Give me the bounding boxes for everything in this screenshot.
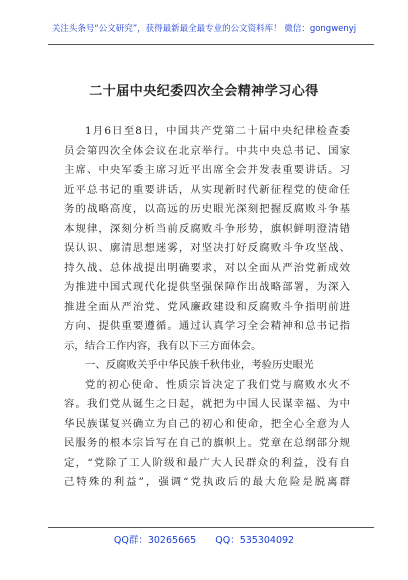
paragraph-line: 民服务的根本宗旨写在自己的旗帜上。党章在总纲部分规 xyxy=(64,437,350,449)
paragraph-line: 1月6日至8日，中国共产党第二十届中央纪律检查委 xyxy=(85,125,350,137)
paragraph-line: 己特殊的利益”，强调“党执政后的最大危险是脱离群 xyxy=(64,476,350,488)
paragraph-line: 容。我们党从诞生之日起，就把为中国人民谋幸福、为中 xyxy=(64,398,350,410)
paragraph-line: 方向、提供重要遵循。通过认真学习全会精神和总书记指 xyxy=(64,320,350,332)
paragraph-line: 本规律，深刻分析当前反腐败斗争形势，旗帜鲜明澄清错 xyxy=(64,222,350,235)
paragraph-line: 务的战略高度，以高远的历史眼光深刻把握反腐败斗争基 xyxy=(64,203,350,215)
paragraph-line: 示，结合工作内容，我有以下三方面体会。 xyxy=(64,339,262,352)
paragraph-line: 员会第四次全体会议在北京举行。中共中央总书记、国家 xyxy=(64,144,350,157)
footer-qq-number: QQ：535304092 xyxy=(215,535,295,546)
paragraph-line: 为推进中国式现代化提供坚强保障作出战略部署，为深入 xyxy=(64,281,350,293)
paragraph-line: 主席、中央军委主席习近平出席全会并发表重要讲话。习 xyxy=(64,164,350,176)
paragraph-line: 误认识、廓清思想迷雾，对坚决打好反腐败斗争攻坚战、 xyxy=(64,242,350,254)
paragraph-line: 推进全面从严治党、党风廉政建设和反腐败斗争指明前进 xyxy=(64,300,350,313)
footer-qq-group: QQ群：30265665 xyxy=(113,535,197,546)
header-divider xyxy=(48,44,374,45)
section-heading: 一、反腐败关乎中华民族千秋伟业，考验历史眼光 xyxy=(85,359,314,371)
footer-divider xyxy=(48,527,374,528)
header-promo-note: 关注头条号“公文研究”，获得最新最全最专业的公文资料库！ 微信：gongwenyj xyxy=(51,24,357,34)
document-title: 二十届中央纪委四次全会精神学习心得 xyxy=(89,84,319,99)
paragraph-line: 华民族谋复兴确立为自己的初心和使命，把全心全意为人 xyxy=(64,417,350,430)
paragraph-line: 近平总书记的重要讲话，从实现新时代新征程党的使命任 xyxy=(64,183,350,196)
paragraph-line: 定，“党除了工人阶级和最广大人民群众的利益，没有自 xyxy=(64,456,350,469)
footer-contact xyxy=(0,532,408,546)
paragraph-line: 持久战、总体战提出明确要求，对以全面从严治党新成效 xyxy=(64,261,350,274)
paragraph-line: 党的初心使命、性质宗旨决定了我们党与腐败水火不 xyxy=(85,378,350,391)
document-body xyxy=(64,122,350,493)
